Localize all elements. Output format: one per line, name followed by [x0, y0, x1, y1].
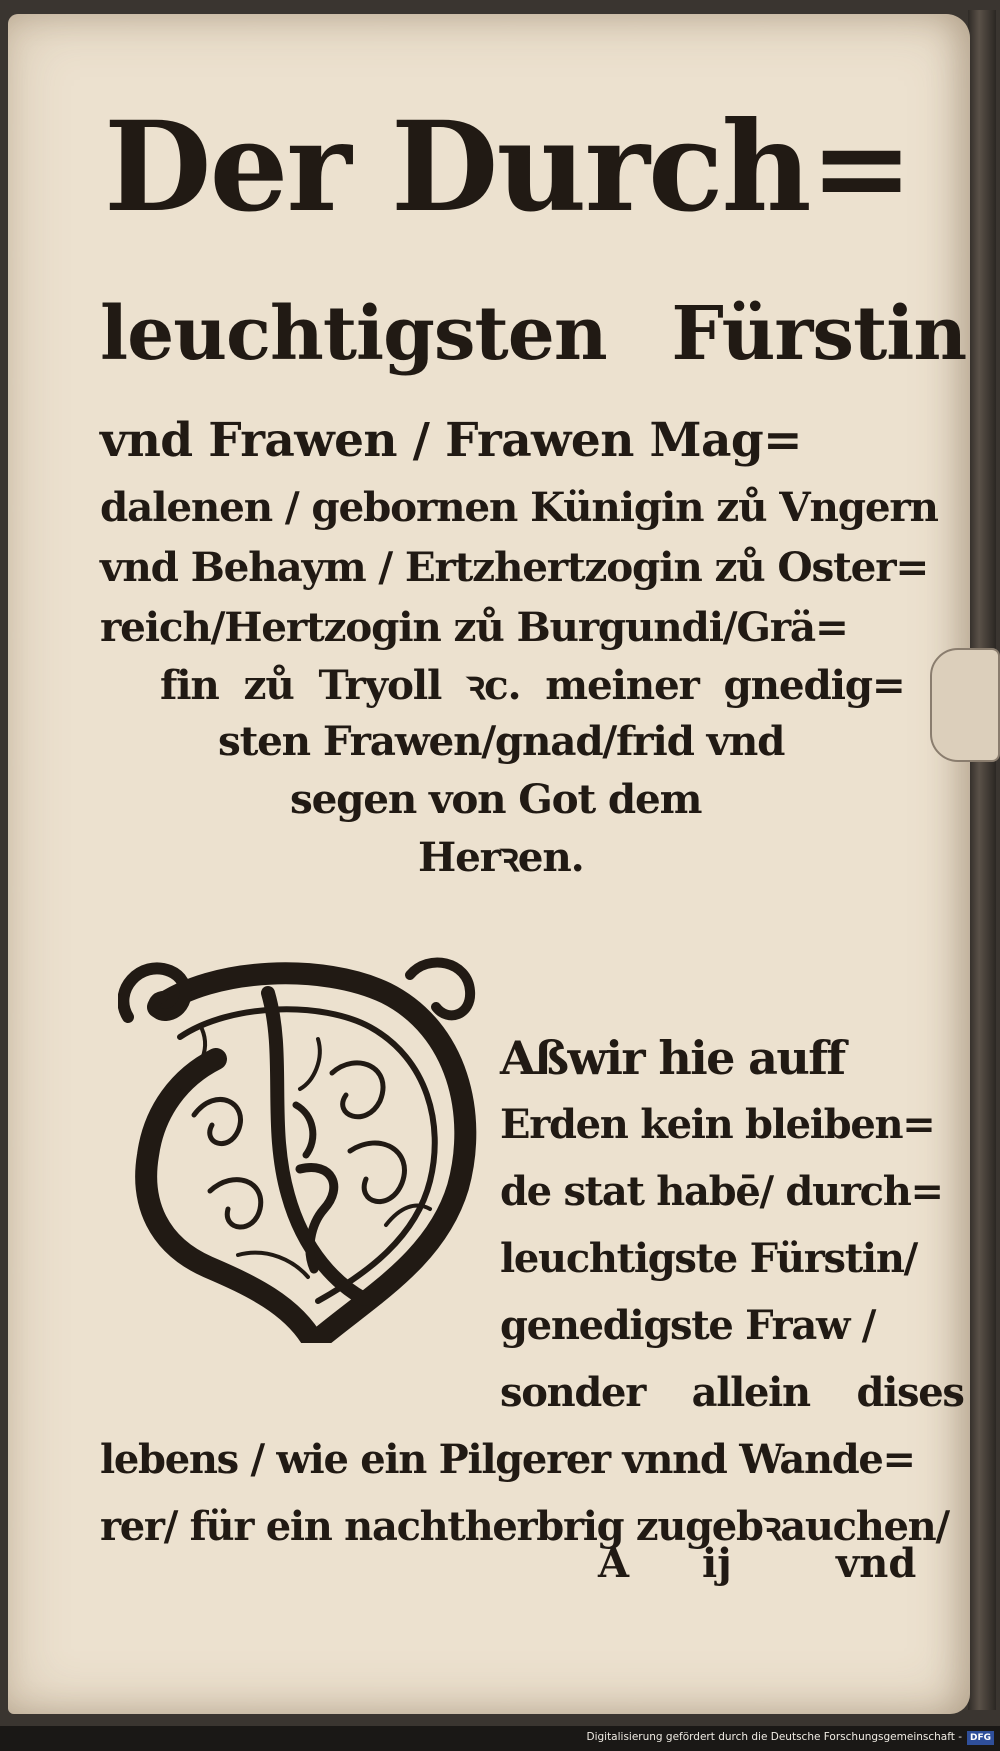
- body-line-1: Aßwir hie auff: [500, 1031, 845, 1085]
- signature-mark: A: [598, 1540, 630, 1587]
- text-line-1: leuchtigsten Fürstin: [100, 291, 967, 377]
- text-line-3: dalenen / gebornen Künigin zů Vngern: [100, 483, 938, 531]
- text-line-2: vnd Frawen / Frawen Mag=: [100, 413, 802, 468]
- body-line-7: lebens / wie ein Pilgerer vnnd Wande=: [100, 1436, 915, 1483]
- signature-number: ij: [702, 1540, 732, 1587]
- text-line-7: sten Frawen/gnad/frid vnd: [218, 717, 785, 765]
- body-line-2: Erden kein bleiben=: [500, 1101, 935, 1148]
- text-line-9: Herꝛen.: [418, 833, 584, 881]
- decorated-initial-d: [118, 955, 480, 1343]
- body-line-6: sonder allein dises: [500, 1369, 964, 1416]
- text-line-5: reich/Hertzogin zů Burgundi/Grä=: [100, 603, 848, 651]
- page-tab-marker: [930, 648, 1000, 762]
- body-line-8: rer/ für ein nachtherbrig zugebꝛauchen/: [100, 1503, 949, 1550]
- body-line-3: de stat habē/ durch=: [500, 1168, 943, 1215]
- catchword: vnd: [836, 1540, 917, 1587]
- text-line-6: fin zů Tryoll ꝛc. meiner gnedig=: [160, 661, 905, 709]
- text-line-8: segen von Got dem: [290, 775, 702, 823]
- page-title: Der Durch=: [104, 95, 912, 240]
- dfg-credit-text: Digitalisierung gefördert durch die Deutsche Forschungsgemeinschaft -: [586, 1731, 962, 1743]
- book-fore-edge: [968, 10, 996, 1710]
- dfg-logo: DFG: [967, 1731, 994, 1745]
- body-line-4: leuchtigste Fürstin/: [500, 1235, 917, 1282]
- text-line-4: vnd Behaym / Ertzhertzogin zů Oster=: [100, 543, 929, 591]
- body-line-5: genedigste Fraw /: [500, 1302, 876, 1349]
